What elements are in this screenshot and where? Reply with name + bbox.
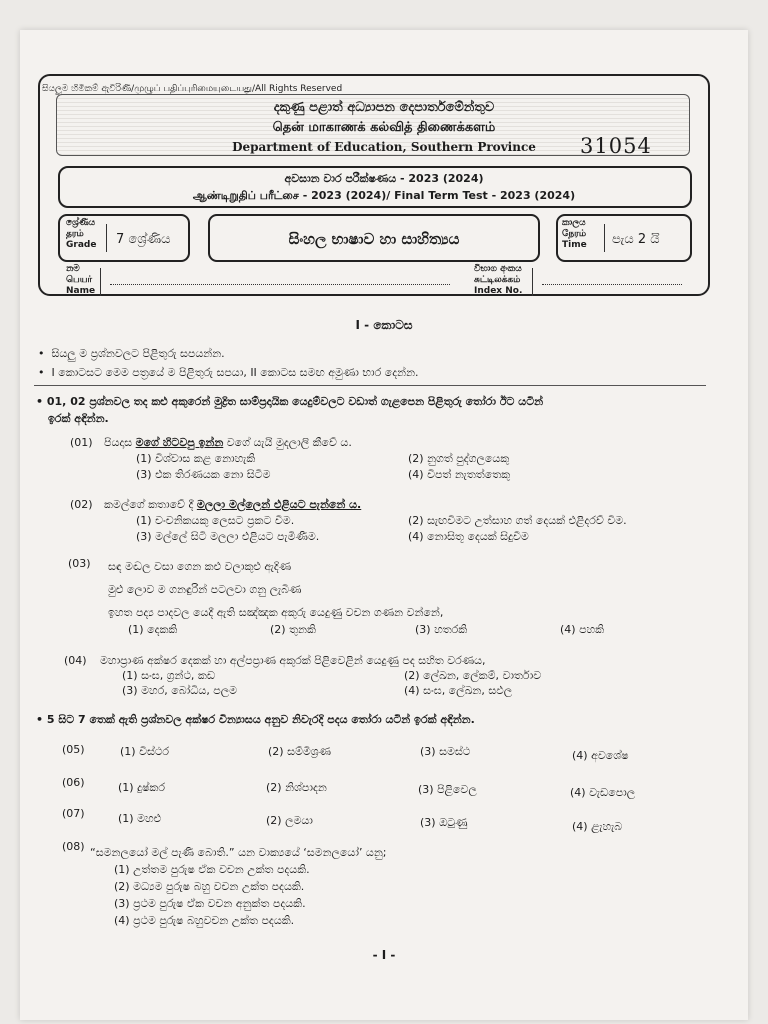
q01-option-1[interactable]: (1) විශ්වාස කළ නොහැකි	[136, 452, 256, 465]
rights-reserved: සියලුම හිමිකම් ඇවිරිණි/முழுப் பதிப்புரிமையுடையது/All Rights Reserved	[42, 84, 343, 94]
q03-stem: ඉහත පද්‍ය පාදවල යෙදී ඇති සඤ්ඤක අකුරු යෙදුණු වචන ගණන වන්නේ,	[108, 606, 444, 619]
q08-option-2[interactable]: (2) මධ්‍යම පුරුෂ බහු වචන උක්ත පදයකි.	[114, 880, 305, 893]
q07-option-3[interactable]: (3) ඔටුණු	[420, 816, 468, 829]
q03-option-1[interactable]: (1) දෙකකි	[128, 623, 178, 636]
time-label: කාලය நேரம் Time	[562, 218, 587, 250]
q04-stem: මහාප්‍රාණ අක්ෂර දෙකක් හා අල්පප්‍රාණ අකුරක් පිළිවෙළින් යෙදුණු පද සහිත වරණය,	[100, 654, 486, 667]
q05-option-1[interactable]: (1) විස්ථර	[120, 745, 169, 758]
q03-number: (03)	[68, 557, 91, 570]
subject-title: සිංහල භාෂාව හා සාහිත්‍යය	[288, 230, 460, 248]
group1-instruction-cont: ඉරක් අඳින්න.	[48, 412, 109, 425]
q06-number: (06)	[62, 776, 85, 789]
q08-option-3[interactable]: (3) ප්‍රථම පුරුෂ ඒක වචන අනුක්ත පදයකි.	[114, 897, 306, 910]
index-divider	[532, 268, 533, 296]
q04-option-2[interactable]: (2) ලේඛන, ලේකම්, වාර්තාව	[404, 669, 542, 682]
q04-option-1[interactable]: (1) සංඝ, ග්‍රන්ථ, කඩ	[122, 669, 216, 682]
q07-number: (07)	[62, 807, 85, 820]
q01-option-3[interactable]: (3) එක තිරණයක නො සිටීම	[136, 468, 271, 481]
time-divider	[604, 224, 605, 252]
index-label: විභාග අංකය சுட்டிலக்கம் Index No.	[474, 264, 523, 296]
name-divider	[100, 268, 101, 296]
q01-stem: පියදාස මගේ හිටවපු ඉන්න වගේ යැයි මුදලාලි කීවේ ය.	[104, 436, 352, 449]
q01-option-4[interactable]: (4) විපත් නැතත්තෙකු	[408, 468, 511, 481]
exam-title-sinhala: අවසාන වාර පරීක්ෂණය - 2023 (2024)	[284, 172, 484, 185]
q08-stem: “සමනලයෝ මල් පැණි බොති.” යන වාක්‍යයේ ‘සමනලයෝ’ යනු;	[90, 846, 387, 859]
instruction-2: • I කොටසට මෙම පත්‍රයේ ම පිළිතුරු සපයා, II කොටස සමඟ අමුණා භාර දෙන්න.	[38, 366, 419, 379]
grade-divider	[106, 224, 107, 252]
group1-instruction: • 01, 02 ප්‍රශ්නවල තද කළු අකුරෙන් මුද්‍රිත සාම්ප්‍රදායික යෙදුම්වලට වඩාත් ගැළපෙන පිළිතුරු තෝරා ඊට යටින්	[36, 395, 544, 408]
q07-option-1[interactable]: (1) මහළු	[118, 812, 162, 825]
q06-option-1[interactable]: (1) දුෂ්කර	[118, 781, 165, 794]
department-english: Department of Education, Southern Province	[232, 140, 536, 154]
q05-option-2[interactable]: (2) සම්මිශ්‍රණ	[268, 745, 332, 758]
q03-option-2[interactable]: (2) තුනකි	[270, 623, 316, 636]
name-label: නම பெயர் Name	[66, 264, 96, 296]
grade-value: 7 ශ්‍රේණිය	[116, 232, 171, 247]
q05-number: (05)	[62, 743, 85, 756]
q04-number: (04)	[64, 654, 87, 667]
serial-number: 31054	[580, 134, 652, 158]
q01-number: (01)	[70, 436, 93, 449]
index-field[interactable]	[542, 284, 682, 285]
q05-option-4[interactable]: (4) අවශේෂ	[572, 749, 629, 762]
q06-option-2[interactable]: (2) නිශ්පාදන	[266, 781, 327, 794]
q02-number: (02)	[70, 498, 93, 511]
q01-option-2[interactable]: (2) නුගත් පුද්ගලයෙකු	[408, 452, 510, 465]
q03-option-3[interactable]: (3) හතරකි	[415, 623, 468, 636]
q04-option-4[interactable]: (4) සංඝ, ලේඛන, සඵල	[404, 684, 513, 697]
section-title: I - කොටස	[355, 318, 413, 332]
q06-option-4[interactable]: (4) වැඩපොල	[570, 786, 636, 799]
q05-option-3[interactable]: (3) සමස්ථ	[420, 745, 471, 758]
q03-option-4[interactable]: (4) පහකි	[560, 623, 605, 636]
q02-option-4[interactable]: (4) නොසිතූ දෙයක් සිදුවීම	[408, 530, 529, 543]
department-tamil: தென் மாகாணக் கல்வித் திணைக்களம்	[272, 120, 496, 135]
department-sinhala: දකුණු පළාත් අධ්‍යාපන දෙපාර්තමේන්තුව	[273, 100, 495, 115]
group2-instruction: • 5 සිට 7 තෙක් ඇති ප්‍රශ්නවල අක්ෂර වින්‍යාසය අනුව නිවැරදි පදය තෝරා යටින් ඉරක් අඳින්න.	[36, 713, 475, 726]
q07-option-4[interactable]: (4) ළැහැබ	[572, 820, 623, 833]
q02-option-1[interactable]: (1) චංචනිකයකු ලෙසට ප්‍රකට වීම.	[136, 514, 295, 527]
grade-label: ශ්‍රේණිය தரம் Grade	[66, 218, 97, 250]
q03-verse-2: මුළු ලොව ම ගනඳුරින් පටලවා ගනු ලැබිණ	[108, 583, 302, 596]
q03-verse-1: සඳ මඬල වසා ගෙන කළු වලාකුළු ඇදිණ	[108, 560, 292, 573]
q08-option-1[interactable]: (1) උත්තම පුරුෂ ඒක වචන උක්ත පදයකි.	[114, 863, 310, 876]
page-number: - I -	[372, 948, 396, 962]
q04-option-3[interactable]: (3) මහර, බෝධිය, පලම	[122, 684, 238, 697]
q06-option-3[interactable]: (3) පිළිවෙල	[418, 783, 477, 796]
q07-option-2[interactable]: (2) ලමයා	[266, 814, 313, 827]
time-value: පැය 2 යි	[612, 232, 660, 247]
instruction-1: • සියලු ම ප්‍රශ්නවලට පිළිතුරු සපයන්න.	[38, 347, 225, 360]
q02-option-2[interactable]: (2) සැඟවීමට උත්සාහ ගත් දෙයක් එළිදරව් වීම.	[408, 514, 627, 527]
q02-stem: කමල්ගේ කතාවේ දී මලලා මල්ලෙන් එළියට පැන්නේ ය.	[104, 498, 362, 511]
name-field[interactable]	[110, 284, 450, 285]
q02-option-3[interactable]: (3) මල්ලේ සිටි මලලා එළියට පැමිණීම.	[136, 530, 320, 543]
q08-option-4[interactable]: (4) ප්‍රථම පුරුෂ බහුවචන උක්ත පදයකි.	[114, 914, 295, 927]
divider-line	[34, 385, 706, 386]
exam-title-tamil-english: ஆண்டிறுதிப் பரீட்சை - 2023 (2024)/ Final Term Test - 2023 (2024)	[192, 189, 576, 202]
q08-number: (08)	[62, 840, 85, 853]
